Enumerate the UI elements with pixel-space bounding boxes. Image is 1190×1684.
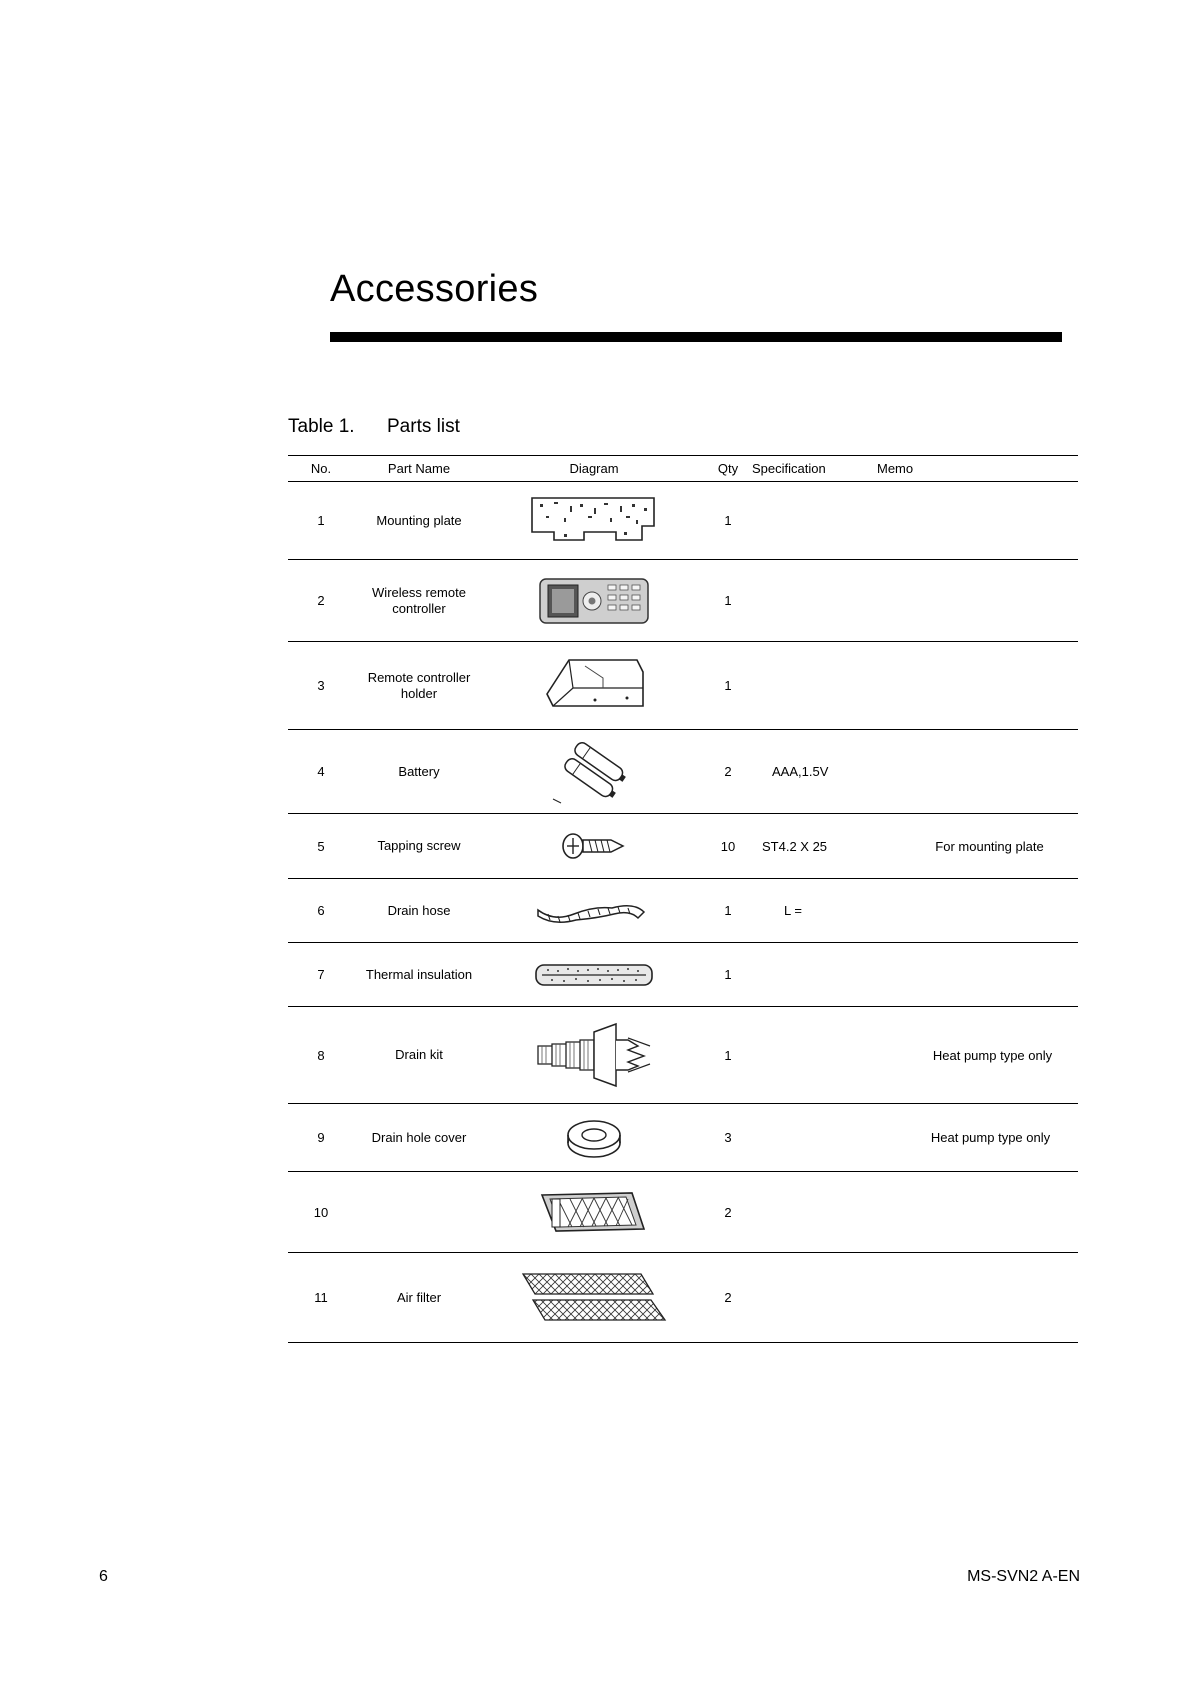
row-specification: L =	[752, 879, 877, 943]
table-caption	[288, 416, 460, 438]
row-diagram	[484, 730, 704, 814]
header-qty: Qty	[704, 456, 752, 482]
row-qty: 2	[704, 730, 752, 814]
row-qty: 1	[704, 482, 752, 560]
row-part-name: Thermal insulation	[354, 943, 484, 1007]
row-part-name: Drain hose	[354, 879, 484, 943]
thermal-insulation-icon	[532, 961, 656, 989]
row-memo	[877, 642, 1078, 730]
page-number: 6	[99, 1568, 108, 1585]
screw-icon	[559, 829, 629, 863]
table-header-row	[288, 456, 1078, 482]
row-part-name: Wireless remote controller	[354, 560, 484, 642]
row-specification	[752, 482, 877, 560]
table-row	[288, 560, 1078, 642]
table-row	[288, 814, 1078, 879]
row-qty: 1	[704, 560, 752, 642]
row-part-name: Tapping screw	[354, 814, 484, 879]
mounting-plate-icon	[524, 492, 664, 550]
row-qty: 1	[704, 879, 752, 943]
row-specification	[752, 1007, 877, 1104]
page-title: Accessories	[330, 268, 539, 310]
row-no: 1	[288, 482, 354, 560]
air-filter-icon	[519, 1270, 669, 1326]
row-memo: For mounting plate	[877, 814, 1078, 879]
row-no: 10	[288, 1172, 354, 1253]
table-row	[288, 730, 1078, 814]
header-part-name: Part Name	[354, 456, 484, 482]
row-no: 5	[288, 814, 354, 879]
header-no: No.	[288, 456, 354, 482]
drain-hole-cover-icon	[564, 1115, 624, 1161]
table-row	[288, 943, 1078, 1007]
drain-kit-icon	[532, 1020, 656, 1090]
row-diagram	[484, 560, 704, 642]
table-row	[288, 1172, 1078, 1253]
row-no: 8	[288, 1007, 354, 1104]
row-memo	[877, 1253, 1078, 1343]
row-diagram	[484, 1007, 704, 1104]
row-diagram	[484, 1253, 704, 1343]
row-diagram	[484, 1104, 704, 1172]
row-no: 2	[288, 560, 354, 642]
table-row	[288, 1104, 1078, 1172]
row-qty: 2	[704, 1172, 752, 1253]
drain-hose-icon	[534, 896, 654, 926]
row-no: 4	[288, 730, 354, 814]
row-part-name	[354, 1172, 484, 1253]
header-memo: Memo	[877, 456, 1078, 482]
row-qty: 2	[704, 1253, 752, 1343]
row-specification	[752, 642, 877, 730]
table-row	[288, 1253, 1078, 1343]
row-diagram	[484, 879, 704, 943]
row-specification	[752, 943, 877, 1007]
row-diagram	[484, 814, 704, 879]
row-no: 3	[288, 642, 354, 730]
row-qty: 1	[704, 642, 752, 730]
row-specification: AAA,1.5V	[752, 730, 877, 814]
filter-cartridge-icon	[538, 1189, 650, 1235]
row-no: 11	[288, 1253, 354, 1343]
row-diagram	[484, 1172, 704, 1253]
row-part-name: Mounting plate	[354, 482, 484, 560]
title-rule	[330, 332, 1062, 342]
row-memo: Heat pump type only	[877, 1104, 1078, 1172]
controller-holder-icon	[539, 654, 649, 718]
row-specification	[752, 1104, 877, 1172]
table-row	[288, 879, 1078, 943]
row-diagram	[484, 943, 704, 1007]
row-part-name: Remote controller holder	[354, 642, 484, 730]
row-no: 9	[288, 1104, 354, 1172]
header-diagram: Diagram	[484, 456, 704, 482]
row-qty: 10	[704, 814, 752, 879]
table-row	[288, 482, 1078, 560]
battery-icon	[549, 739, 639, 805]
row-part-name: Drain kit	[354, 1007, 484, 1104]
remote-controller-icon	[534, 575, 654, 627]
header-specification: Specification	[752, 456, 877, 482]
row-diagram	[484, 482, 704, 560]
row-specification: ST4.2 X 25	[752, 814, 877, 879]
row-memo: Heat pump type only	[877, 1007, 1078, 1104]
row-no: 6	[288, 879, 354, 943]
row-diagram	[484, 642, 704, 730]
row-part-name: Drain hole cover	[354, 1104, 484, 1172]
table-caption-number: Table 1.	[288, 416, 355, 437]
row-memo	[877, 482, 1078, 560]
row-memo	[877, 943, 1078, 1007]
parts-table	[288, 455, 1078, 1343]
table-row	[288, 642, 1078, 730]
row-memo	[877, 730, 1078, 814]
row-part-name: Air filter	[354, 1253, 484, 1343]
row-specification	[752, 560, 877, 642]
row-qty: 3	[704, 1104, 752, 1172]
row-memo	[877, 879, 1078, 943]
row-qty: 1	[704, 943, 752, 1007]
row-specification	[752, 1172, 877, 1253]
row-memo	[877, 1172, 1078, 1253]
table-row	[288, 1007, 1078, 1104]
row-no: 7	[288, 943, 354, 1007]
row-qty: 1	[704, 1007, 752, 1104]
row-memo	[877, 560, 1078, 642]
document-code: MS-SVN2 A-EN	[967, 1568, 1080, 1585]
table-caption-text: Parts list	[387, 416, 460, 437]
row-specification	[752, 1253, 877, 1343]
row-part-name: Battery	[354, 730, 484, 814]
